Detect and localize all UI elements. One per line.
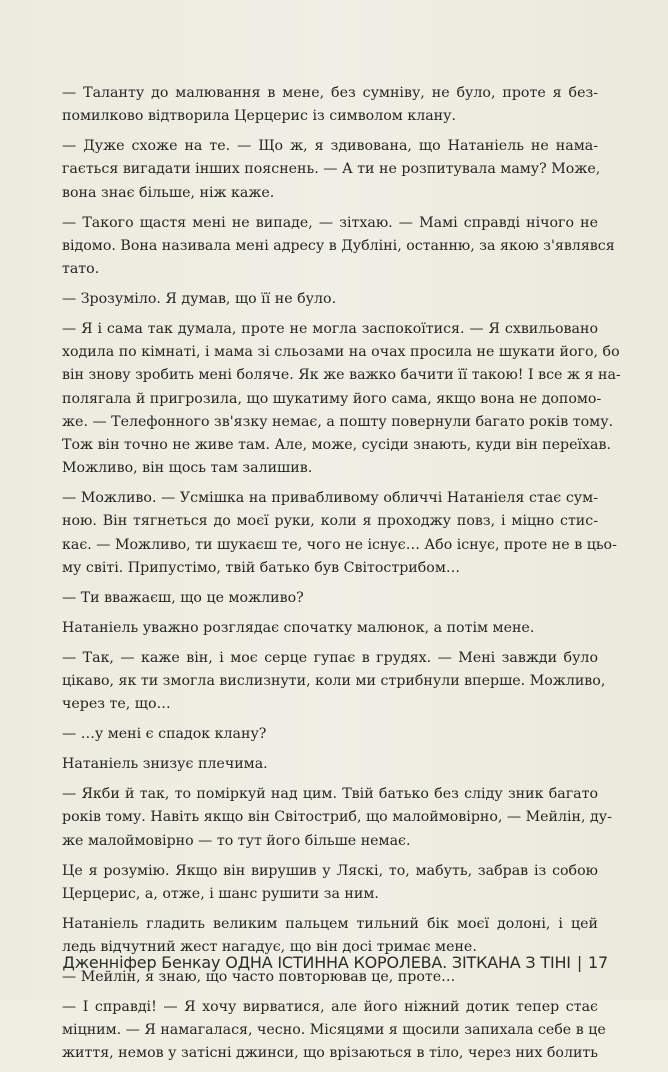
text-line: — Такого щастя мені не випаде, — зітхаю. — Мамі справді нічого не: [62, 214, 598, 231]
text-line: — Можливо. — Усмішка на привабливому обличчі Натаніеля стає сум-: [62, 490, 598, 507]
paragraph: [62, 487, 617, 580]
paragraph: [62, 135, 601, 205]
text-line: ходила по кімнаті, і мама зі сльозами на очах просила не шукати його, бо: [62, 344, 620, 361]
paragraph: [62, 783, 612, 853]
text-line: — І справді! — Я хочу вирватися, але його ніжний дотик тепер стає: [62, 999, 598, 1016]
footer-separator: |: [576, 953, 583, 972]
paragraph: [62, 587, 598, 610]
paragraph: [62, 318, 621, 480]
text-line: кає. — Можливо, ти шукаєш те, чого не існує… Або існує, проте не в цьо-: [62, 536, 617, 553]
paragraph: [62, 753, 598, 776]
text-line: Натаніель уважно розглядає спочатку малюнок, а потім мене.: [62, 619, 535, 636]
paragraph: [62, 617, 598, 640]
text-line: — Так, — каже він, і моє серце гупає в грудях. — Мені завжди було: [62, 649, 598, 666]
text-line: — …у мені є спадок клану?: [62, 726, 267, 743]
text-line: же малоймовірно — то тут його більше немає.: [62, 832, 411, 849]
text-line: Церцерис, а, отже, і шанс рушити за ним.: [62, 885, 379, 902]
text-line: гається вигадати інших пояснень. — А ти не розпитувала маму? Може,: [62, 161, 601, 178]
text-line: вона знає більше, ніж каже.: [62, 184, 275, 201]
paragraph: [62, 212, 615, 282]
paragraph: [62, 288, 598, 311]
text-line: Тож він точно не живе там. Але, може, сусіди знають, куди він переїхав.: [62, 437, 611, 454]
text-line: — Дуже схоже на те. — Що ж, я здивована, що Натаніель не нама-: [62, 138, 598, 155]
footer-author: Дженніфер Бенкау: [62, 953, 221, 972]
text-line: тато.: [62, 261, 100, 278]
text-line: років тому. Навіть якщо він Світостриб, що малоймовірно, — Мейлін, ду-: [62, 809, 612, 826]
text-line: через те, що…: [62, 696, 171, 713]
text-line: відомо. Вона називала мені адресу в Дубліні, останню, за якою з'являвся: [62, 237, 615, 254]
text-line: Можливо, він щось там залишив.: [62, 460, 313, 477]
paragraph: [62, 996, 606, 1066]
text-line: полягала й пригрозила, що шукатиму його сама, якщо вона не допомо-: [62, 390, 602, 407]
footer-book-title: ОДНА ІСТИННА КОРОЛЕВА. ЗІТКАНА З ТІНІ: [225, 953, 571, 972]
text-line: Натаніель знизує плечима.: [62, 756, 268, 773]
paragraph: [62, 860, 598, 906]
text-line: — Я і сама так думала, проте не могла заспокоїтися. — Я схвильовано: [62, 321, 598, 338]
text-line: життя, немов у затісні джинси, що врізаються в тіло, через них болить: [62, 1045, 598, 1062]
text-line: він знову зробить мені боляче. Як же важко бачити її такою! І все ж я на-: [62, 367, 621, 384]
text-line: цікаво, як ти змогла вислизнути, коли ми стрибнули вперше. Можливо,: [62, 673, 606, 690]
running-footer: [60, 953, 608, 972]
text-line: міцним. — Я намагалася, чесно. Місяцями я щосили запихала себе в це: [62, 1022, 606, 1039]
text-line: ною. Він тягнеться до моєї руки, коли я проходжу повз, і міцно стис-: [62, 513, 598, 530]
text-line: — Таланту до малювання в мене, без сумніву, не було, проте я без-: [62, 85, 598, 101]
text-line: же. — Телефонного зв'язку немає, а пошту повернули багато років тому.: [62, 413, 614, 430]
text-line: ледь відчутний жест нагадує, що він досі тримає мене.: [62, 939, 477, 956]
text-line: му світі. Припустімо, твій батько був Світострибом…: [62, 559, 461, 576]
paragraph: [62, 82, 598, 128]
text-line: Натаніель гладить великим пальцем тильний бік моєї долоні, і цей: [62, 915, 598, 932]
body-text: [62, 82, 621, 1072]
text-line: помилково відтворила Церцерис із символом клану.: [62, 108, 456, 125]
text-line: — Якби й так, то поміркуй над цим. Твій батько без сліду зник багато: [62, 786, 598, 803]
text-line: — Зрозуміло. Я думав, що її не було.: [62, 291, 337, 308]
paragraph: [62, 647, 606, 717]
page-number: 17: [588, 953, 608, 972]
text-line: Це я розумію. Якщо він вирушив у Ляскі, то, мабуть, забрав із собою: [62, 862, 598, 879]
text-line: — Ти вважаєш, що це можливо?: [62, 589, 304, 606]
paragraph: [62, 723, 598, 746]
text-line: — Мейлін, я знаю, що часто повторював це, проте…: [62, 969, 456, 986]
